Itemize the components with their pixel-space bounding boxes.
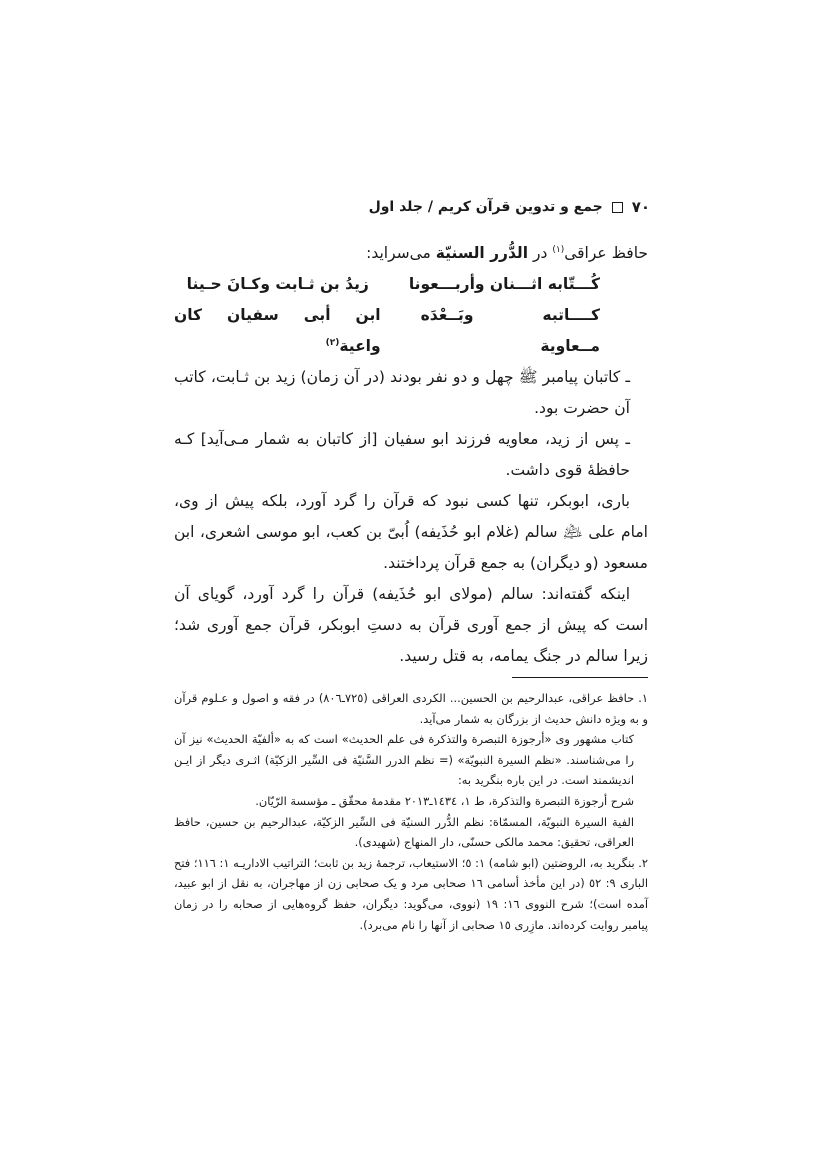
footnote-1-source-a: شرح أرجوزة التبصرة والتذکرة، ط ١، ١٤٣٤ـ٢٠١٣ مقدمهٔ محقّق ـ مؤسسة الرّیّان. [255,793,634,808]
intro-verb: می‌سراید: [366,244,436,262]
hemistich: کــــاتبه وبَــعْدَه مــعاویة [420,306,600,355]
poem-verse-1 [174,269,648,300]
intro-connector: در [528,244,553,262]
hemistich: کُـــتّابه اثـــنان وأربـــعونا [408,275,600,293]
footnote-divider [512,677,648,678]
running-title: جمع و تدوین قرآن کریم / جلد اول [368,199,603,215]
book-title: الدُّرر السنیّة [435,244,529,262]
square-box-icon [612,202,623,213]
translation-line-2: ـ پس از زید، معاویه فرزند ابو سفیان [از کاتبان به شمار مـی‌آید] کـه حافظهٔ قوی داشت. [174,430,630,479]
poem-verse-2 [174,300,648,362]
intro-line [174,238,648,269]
footnote-ref-1: (١) [552,244,565,255]
hemistich: زیدُ بن ثـابت وکـانَ حـینا [186,275,369,293]
translation-line-1: ـ کاتبان پیامبر ﷺ چهل و دو نفر بودند (در آن زمان) زید بن ثـابت، کاتب آن حضرت بود. [174,368,630,417]
footnote-1-continued: کتاب مشهور وی «أرجوزة التبصرة والتذکرة فی علم الحدیث» است که به «ألفیّة الحدیث» نیز آن را می‌شناسند. «نظم السیرة النبویّة» (= نظم الدرر السَّنیّة فی السِّیر الزکیّة) اثـری دیگر از ایـن اندیشمند است. در این باره بنگرید به: [174,732,634,788]
hemistich-text: ابن أبی سفیان کان واعیة [174,306,381,355]
hemistich [174,300,381,362]
footnote-ref-2: (٢) [325,337,340,348]
main-text [174,238,648,672]
page-number: ٧٠ [631,198,650,216]
paragraph-1: باری، ابوبکر، تنها کسی نبود که قرآن را گرد آورد، بلکه پیش از وی، امام علی ﵇ سالم (غلام ابو حُذَیفه) اُبیّ بن کعب، ابو موسی اشعری، ابن مسعود (و دیگران) به جمع قرآن پرداختند. [174,492,648,572]
footnote-1-source-b: الفیة السیرة النبویّة، المسمّاة: نظم الدُّرر السنیّة فی السِّیر الزکیّة، عبدالرحیم بن حسین، حافظ العراقی، تحقیق: محمد مالکی حسنّی، دار المنهاج (شهیدی). [174,814,634,850]
intro-author: حافظ عراقی [564,244,648,262]
footnotes [174,688,648,935]
paragraph-2: اینکه گفته‌اند: سالم (مولای ابو حُذَیفه) قرآن را گرد آورد، گویای آن است که پیش از جمع آوری قرآن به دستِ ابوبکر، قرآن جمع آوری شد؛ زیرا سالم در جنگ یمامه، به قتل رسید. [174,585,648,665]
footnote-1: ١. حافظ عراقی، عبدالرحیم بن الحسین... الکردی العراقی (٧٢٥ـ٨٠٦) در فقه و اصول و عـلوم قرآن و به ویژه دانش حدیث از بزرگان به شمار می‌آید. [174,691,648,726]
running-header [170,198,650,216]
footnote-2: ٢. بنگرید به، الروضتین (ابو شامه) ١: ٥؛ الاستیعاب، ترجمهٔ زید بن ثابت؛ التراتیب الاداریـه ١: ١١٦؛ فتح الباری ٩: ٥٢ (در این مأخذ أسامی ١٦ صحابی مرد و یک صحابی زن از مهاجران، به نقل از ابو عبید، آمده است)؛ شرح النووی ١٦: ١٩ (نووی، می‌گوید: دیگران، حفظ گروه‌هایی از صحابه را در زمان پیامبر روایت کرده‌اند. مازِری ١٥ صحابی از آنها را نام می‌برد). [174,855,649,932]
